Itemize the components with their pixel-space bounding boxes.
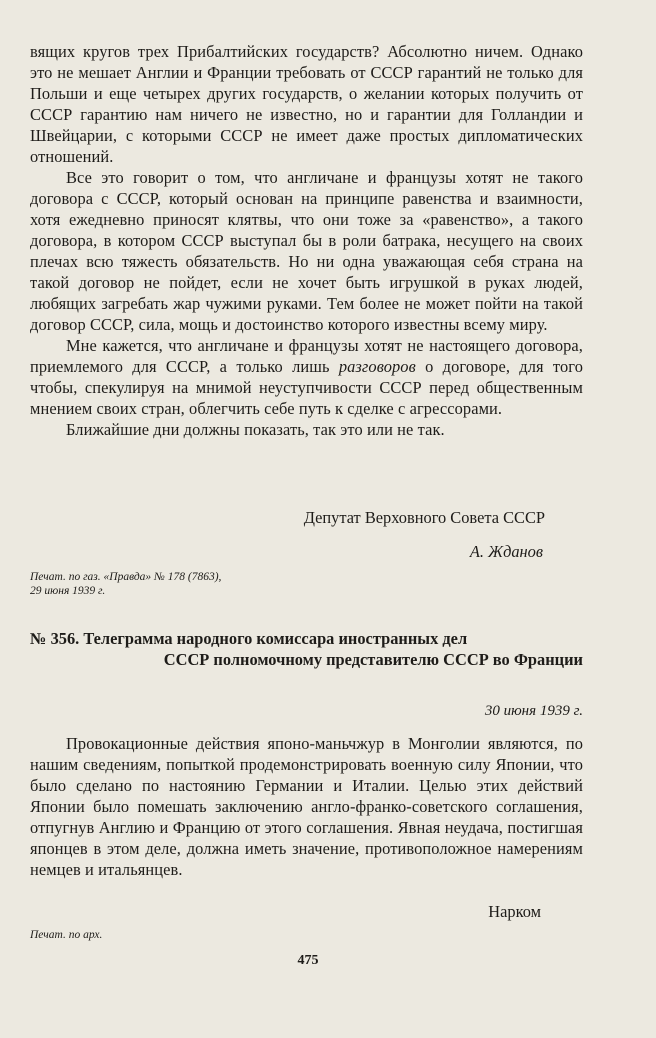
source-citation: [30, 570, 221, 598]
source-line-1: Печат. по газ. «Правда» № 178 (7863),: [30, 571, 222, 583]
document-body: [30, 733, 583, 880]
signature-title: Депутат Верховного Совета СССР: [303, 508, 545, 527]
paragraph-2: Все это говорит о том, что англичане и французы хотят не такого договора с СССР, который основан на принципе равенства и взаимности, хотя ежедневно приносят клятвы, что они тоже за «равенство», а такого договора, в котором СССР выступал бы в роли батрака, несущего на своих плечах всю тяжесть обязательств. Но ни одна уважающая себя страна на такой договор не пойдет, если не хочет быть игрушкой в руках людей, любящих загребать жар чужими руками. Тем более не может пойти на такой договор СССР, сила, мощь и достоинство которого известны всему миру.: [30, 168, 583, 334]
heading-line-2: СССР полномочному представителю СССР во Франции: [163, 650, 583, 669]
paragraph-3-text-a: Мне кажется, что англичане и французы хотят не настоящего договора, приемлемого для СССР, а только лишь: [30, 336, 583, 376]
document-source: Печат. по арх.: [30, 929, 103, 941]
article-text: [30, 41, 583, 440]
paragraph-3-italic: разговоров: [338, 357, 416, 376]
heading-line-1: № 356. Телеграмма народного комиссара иностранных дел: [30, 629, 468, 648]
document-heading: [30, 628, 583, 670]
source-line-2: 29 июня 1939 г.: [30, 585, 106, 597]
paragraph-4: Ближайшие дни должны показать, так это или не так.: [66, 420, 445, 439]
document-date: 30 июня 1939 г.: [484, 703, 583, 719]
document-paragraph: Провокационные действия японо-маньчжур в Монголии являются, по нашим сведениям, попыткой продемонстрировать военную силу Японии, что было сделано по настоянию Германии и Италии. Целью этих действий Японии было помешать заключению англо-франко-советского соглашения, отпугнув Англию и Францию от этого соглашения. Явная неудача, постигшая японцев в этом деле, должна иметь значение, противоположное намерениям немцев и итальянцев.: [30, 734, 583, 879]
paragraph-3-text-b: о договоре, для того чтобы, спекулируя на мнимой неуступчивости СССР перед общественным мнением своих стран, облегчить себе путь к сделке с агрессорами.: [30, 357, 583, 418]
paragraph-3: [30, 335, 583, 419]
paragraph-1: вящих кругов трех Прибалтийских государств? Абсолютно ничем. Однако это не мешает Англии и Франции требовать от СССР гарантий не только для Польши и еще четырех других государств, о желании которых получить от СССР гарантию нам ничего не известно, но и гарантии для Голландии и Швейцарии, с которыми СССР не имеет даже простых дипломатических отношений.: [30, 42, 583, 166]
page-number: 475: [297, 953, 319, 968]
signature-name: А. Жданов: [469, 542, 543, 561]
document-signature: Нарком: [488, 902, 541, 921]
